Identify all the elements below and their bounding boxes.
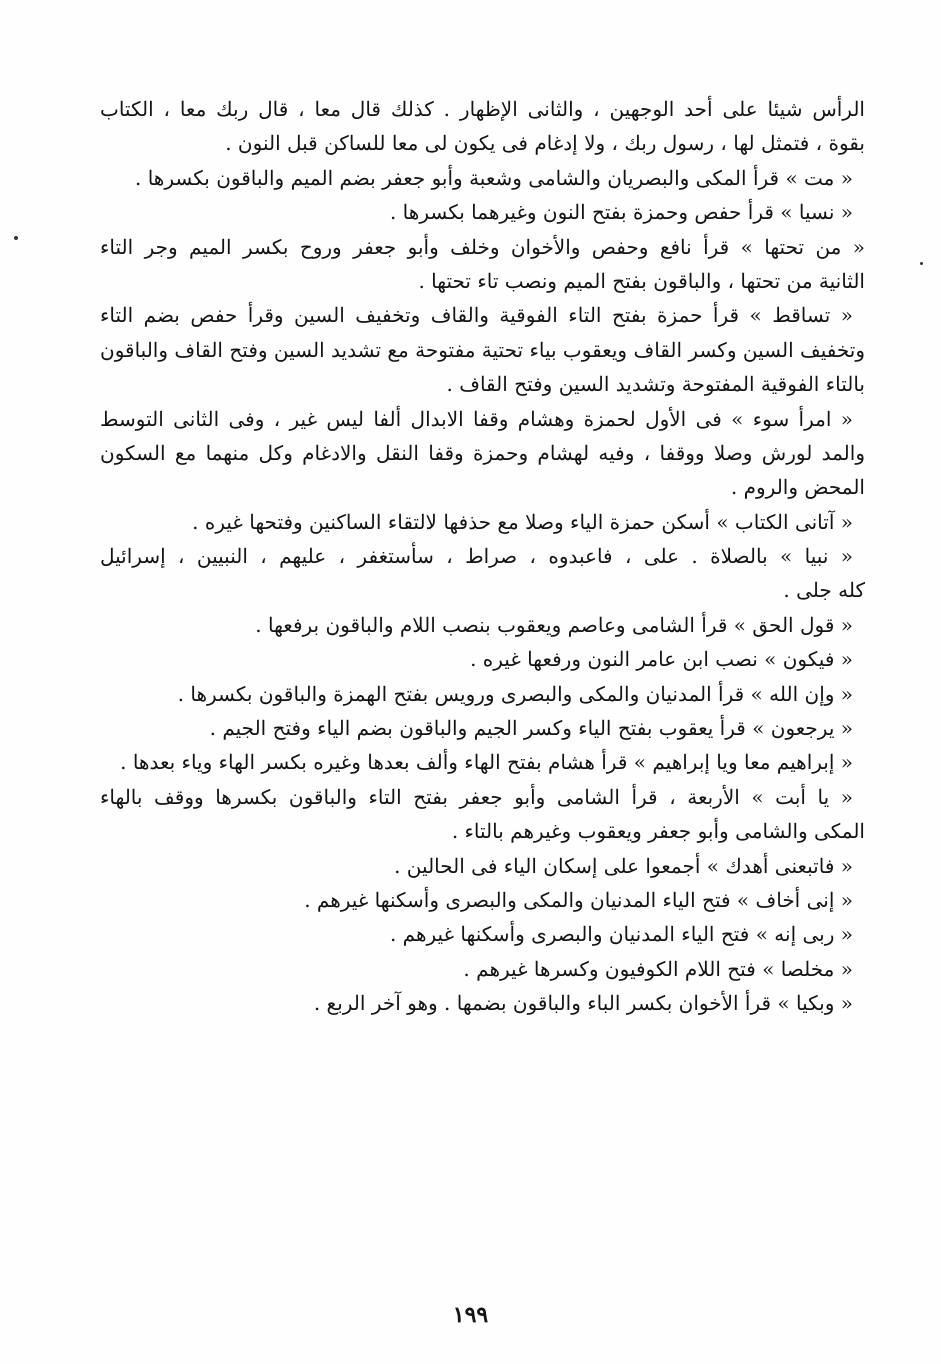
text-line: « آتانى الكتاب » أسكن حمزة الياء وصلا مع حذفها لالتقاء الساكنين وفتحها غيره . bbox=[192, 509, 853, 534]
text-line: « نبيا » بالصلاة . على ، فاعبدوه ، صراط ، سأستغفر ، عليهم ، النبيين ، إسرائيل bbox=[100, 544, 853, 569]
text-line: « يا أبت » الأربعة ، قرأ الشامى وأبو جعفر بفتح التاء والباقون بكسرها ووقف بالهاء bbox=[100, 784, 853, 809]
text-line: « وبكيا » قرأ الأخوان بكسر الباء والباقون بضمها . وهو آخر الربع . bbox=[313, 991, 853, 1016]
text-line: كله جلى . bbox=[783, 578, 865, 603]
text-line: بقوة ، فتمثل لها ، رسول ربك ، ولا إدغام فى يكون لى معا للساكن قبل النون . bbox=[225, 131, 865, 156]
text-line: « فيكون » نصب ابن عامر النون ورفعها غيره . bbox=[470, 647, 853, 672]
text-line: « مت » قرأ المكى والبصريان والشامى وشعبة وأبو جعفر بضم الميم والباقون بكسرها . bbox=[135, 165, 853, 190]
text-line: المكى والشامى وأبو جعفر ويعقوب وغيرهم بالتاء . bbox=[451, 819, 865, 844]
page-body-text bbox=[100, 92, 865, 1021]
page-speck-mark bbox=[920, 262, 923, 265]
text-line: الثانية من تحتها ، والباقون بفتح الميم ونصب تاء تحتها . bbox=[418, 268, 865, 293]
text-line: « يرجعون » قرأ يعقوب بفتح الياء وكسر الجيم والباقون بضم الياء وفتح الجيم . bbox=[209, 716, 853, 741]
text-line: بالتاء الفوقية المفتوحة وتشديد السين وفتح القاف . bbox=[446, 372, 865, 397]
text-line: « ربى إنه » فتح الياء المدنيان والبصرى وأسكنها غيرهم . bbox=[389, 922, 853, 947]
text-line: « وإن الله » قرأ المدنيان والمكى والبصرى ورويس بفتح الهمزة والباقون بكسرها . bbox=[177, 681, 853, 706]
text-line: « نسيا » قرأ حفص وحمزة بفتح النون وغيرهما بكسرها . bbox=[389, 200, 853, 225]
text-line: « امرأ سوء » فى الأول لحمزة وهشام وقفا الابدال ألفا ليس غير ، وفى الثانى التوسط bbox=[100, 406, 853, 431]
text-line: الرأس شيئا على أحد الوجهين ، والثانى الإظهار . كذلك قال معا ، قال ربك معا ، الكتاب bbox=[100, 97, 865, 121]
text-line: « تساقط » قرأ حمزة بفتح التاء الفوقية والقاف وتخفيف السين وقرأ حفص بضم التاء bbox=[100, 303, 853, 328]
text-line: « فاتبعنى أهدك » أجمعوا على إسكان الياء فى الحالين . bbox=[394, 853, 853, 878]
text-line: « مخلصا » فتح اللام الكوفيون وكسرها غيرهم . bbox=[463, 956, 853, 981]
text-line: والمد لورش وصلا ووقفا ، وفيه لهشام وحمزة وقفا النقل والادغام وكل منهما مع السكون bbox=[100, 440, 865, 465]
text-line: « قول الحق » قرأ الشامى وعاصم ويعقوب بنصب اللام والباقون برفعها . bbox=[255, 612, 853, 637]
text-line: « إنى أخاف » فتح الياء المدنيان والمكى والبصرى وأسكنها غيرهم . bbox=[304, 887, 853, 912]
text-line: « من تحتها » قرأ نافع وحفص والأخوان وخلف وأبو جعفر وروح بكسر الميم وجر التاء bbox=[100, 234, 865, 259]
text-line: المحض والروم . bbox=[730, 475, 865, 500]
page-number: ١٩٩ bbox=[452, 1302, 489, 1328]
text-line: « إبراهيم معا ويا إبراهيم » قرأ هشام بفتح الهاء وألف بعدها وغيره بكسر الهاء وياء بعدها . bbox=[120, 750, 853, 775]
page-speck-mark bbox=[14, 236, 18, 240]
text-line: وتخفيف السين وكسر القاف ويعقوب بياء تحتية مفتوحة مع تشديد السين وفتح القاف والباقون bbox=[100, 337, 865, 362]
